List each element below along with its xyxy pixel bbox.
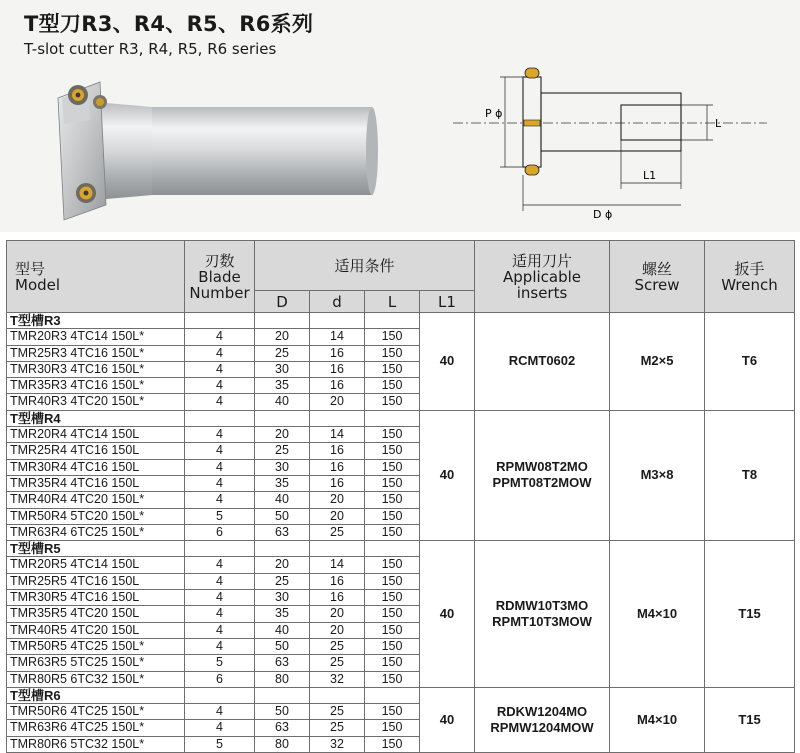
cell-model: TMR35R3 4TC16 150L* (7, 378, 185, 394)
cell-D: 20 (255, 427, 310, 443)
cell-blades: 4 (185, 720, 255, 736)
cell-blades: 4 (185, 329, 255, 345)
cell-L: 150 (365, 524, 420, 540)
insert-code: PPMT08T2MOW (492, 475, 592, 491)
cell-D: 25 (255, 345, 310, 361)
cell-blades: 4 (185, 378, 255, 394)
cell-model: TMR25R5 4TC16 150L (7, 573, 185, 589)
cell-L: 150 (365, 427, 420, 443)
header-wrench: 扳手 Wrench (705, 241, 795, 313)
empty-cell (255, 541, 310, 557)
cell-model: TMR30R3 4TC16 150L* (7, 361, 185, 377)
cell-L: 150 (365, 492, 420, 508)
cell-D: 35 (255, 475, 310, 491)
empty-cell (365, 541, 420, 557)
cell-L: 150 (365, 329, 420, 345)
cell-L: 150 (365, 443, 420, 459)
header-inserts: 适用刀片 Applicable inserts (475, 241, 610, 313)
group-name: T型槽R4 (7, 410, 185, 426)
empty-cell (365, 410, 420, 426)
cell-D: 80 (255, 736, 310, 752)
cell-D: 20 (255, 557, 310, 573)
cell-d: 16 (310, 443, 365, 459)
cell-L: 150 (365, 622, 420, 638)
cell-D: 63 (255, 655, 310, 671)
drawing-label-l1: L1 (643, 169, 657, 182)
cell-model: TMR20R3 4TC14 150L* (7, 329, 185, 345)
cell-blades: 4 (185, 638, 255, 654)
cell-d: 20 (310, 492, 365, 508)
cell-wrench: T15 (705, 687, 795, 752)
cell-L: 150 (365, 345, 420, 361)
cell-L: 150 (365, 508, 420, 524)
cell-model: TMR20R5 4TC14 150L (7, 557, 185, 573)
cell-L: 150 (365, 459, 420, 475)
empty-cell (255, 410, 310, 426)
cell-d: 16 (310, 573, 365, 589)
cell-inserts (475, 687, 610, 752)
cell-D: 80 (255, 671, 310, 687)
cell-L: 150 (365, 720, 420, 736)
empty-cell (255, 313, 310, 329)
cell-d: 16 (310, 590, 365, 606)
cell-inserts (475, 541, 610, 688)
cell-blades: 6 (185, 524, 255, 540)
cell-L: 150 (365, 606, 420, 622)
insert-code: RPMW1204MOW (490, 719, 594, 735)
header-d: d (310, 291, 365, 313)
cell-D: 40 (255, 492, 310, 508)
cell-d: 20 (310, 622, 365, 638)
cell-inserts (475, 410, 610, 540)
insert-code: RPMW08T2MO (496, 459, 588, 475)
cell-blades: 4 (185, 459, 255, 475)
cell-L: 150 (365, 671, 420, 687)
cell-L1: 40 (420, 687, 475, 752)
cell-D: 50 (255, 508, 310, 524)
group-header-row (7, 541, 795, 557)
cell-d: 32 (310, 736, 365, 752)
cell-L: 150 (365, 378, 420, 394)
cell-d: 20 (310, 508, 365, 524)
page-title: T型刀R3、R4、R5、R6系列 (24, 12, 314, 36)
cell-blades: 4 (185, 427, 255, 443)
header-blade-number: 刃数 Blade Number (185, 241, 255, 313)
cell-blades: 4 (185, 590, 255, 606)
cell-wrench: T15 (705, 541, 795, 688)
header-L: L (365, 291, 420, 313)
cell-wrench: T8 (705, 410, 795, 540)
cell-D: 40 (255, 394, 310, 410)
cell-D: 50 (255, 704, 310, 720)
cutter-photo (40, 80, 390, 225)
cell-wrench: T6 (705, 313, 795, 411)
empty-cell (255, 687, 310, 703)
cell-blades: 4 (185, 492, 255, 508)
page-subtitle: T-slot cutter R3, R4, R5, R6 series (24, 40, 277, 58)
cutter-drawing (445, 65, 775, 230)
drawing-label-d: D ϕ (593, 208, 613, 221)
cell-model: TMR30R4 4TC16 150L (7, 459, 185, 475)
cell-model: TMR63R4 6TC25 150L* (7, 524, 185, 540)
cell-L1: 40 (420, 313, 475, 411)
cell-model: TMR63R5 5TC25 150L* (7, 655, 185, 671)
cell-blades: 4 (185, 475, 255, 491)
cell-blades: 4 (185, 606, 255, 622)
empty-cell (185, 541, 255, 557)
cell-L: 150 (365, 590, 420, 606)
drawing-body (523, 77, 681, 167)
empty-cell (365, 687, 420, 703)
cell-model: TMR30R5 4TC16 150L (7, 590, 185, 606)
empty-cell (310, 313, 365, 329)
cell-model: TMR40R5 4TC20 150L (7, 622, 185, 638)
empty-cell (185, 313, 255, 329)
cell-model: TMR80R6 5TC32 150L* (7, 736, 185, 752)
cell-d: 25 (310, 655, 365, 671)
cell-model: TMR20R4 4TC14 150L (7, 427, 185, 443)
cell-blades: 4 (185, 573, 255, 589)
cell-blades: 4 (185, 361, 255, 377)
cell-D: 40 (255, 622, 310, 638)
cell-L: 150 (365, 557, 420, 573)
spec-table (6, 240, 795, 753)
cell-model: TMR25R3 4TC16 150L* (7, 345, 185, 361)
cell-model: TMR40R4 4TC20 150L* (7, 492, 185, 508)
cell-screw: M3×8 (610, 410, 705, 540)
cell-D: 30 (255, 361, 310, 377)
empty-cell (310, 541, 365, 557)
cell-blades: 5 (185, 508, 255, 524)
cell-blades: 5 (185, 655, 255, 671)
cell-blades: 4 (185, 345, 255, 361)
cell-d: 16 (310, 378, 365, 394)
header-panel (0, 0, 800, 232)
drawing-label-l: L (715, 117, 722, 130)
cell-L: 150 (365, 573, 420, 589)
insert-code: RDKW1204MO (496, 703, 588, 719)
cell-blades: 4 (185, 557, 255, 573)
cell-d: 16 (310, 361, 365, 377)
cell-blades: 4 (185, 443, 255, 459)
cell-D: 25 (255, 443, 310, 459)
group-name: T型槽R5 (7, 541, 185, 557)
cell-model: TMR50R6 4TC25 150L* (7, 704, 185, 720)
cell-blades: 4 (185, 394, 255, 410)
cell-L1: 40 (420, 541, 475, 688)
cell-d: 14 (310, 329, 365, 345)
cell-D: 63 (255, 720, 310, 736)
header-L1: L1 (420, 291, 475, 313)
insert-code: RPMT10T3MOW (492, 613, 592, 629)
cell-d: 25 (310, 638, 365, 654)
cell-screw: M2×5 (610, 313, 705, 411)
cell-d: 20 (310, 606, 365, 622)
spec-table-body (7, 313, 795, 753)
cell-blades: 4 (185, 622, 255, 638)
drawing-label-p: P ϕ (485, 107, 503, 120)
cell-d: 25 (310, 704, 365, 720)
cell-d: 32 (310, 671, 365, 687)
cell-model: TMR35R4 4TC16 150L (7, 475, 185, 491)
drawing-inserts (524, 68, 540, 175)
cell-d: 25 (310, 524, 365, 540)
cell-d: 25 (310, 720, 365, 736)
cell-d: 16 (310, 475, 365, 491)
group-name: T型槽R6 (7, 687, 185, 703)
cell-L: 150 (365, 361, 420, 377)
group-header-row (7, 410, 795, 426)
cell-d: 16 (310, 459, 365, 475)
cell-d: 14 (310, 557, 365, 573)
cell-D: 30 (255, 459, 310, 475)
cell-model: TMR50R5 4TC25 150L* (7, 638, 185, 654)
cell-d: 14 (310, 427, 365, 443)
cell-D: 30 (255, 590, 310, 606)
cell-d: 16 (310, 345, 365, 361)
cell-L: 150 (365, 704, 420, 720)
cell-model: TMR50R4 5TC20 150L* (7, 508, 185, 524)
empty-cell (185, 410, 255, 426)
cell-inserts (475, 313, 610, 411)
cell-model: TMR63R6 4TC25 150L* (7, 720, 185, 736)
cell-L1: 40 (420, 410, 475, 540)
cell-D: 35 (255, 606, 310, 622)
header-D: D (255, 291, 310, 313)
header-conditions: 适用条件 (255, 241, 475, 291)
cell-L: 150 (365, 655, 420, 671)
header-model: 型号 Model (7, 241, 185, 313)
cell-D: 50 (255, 638, 310, 654)
cutter-shank (150, 107, 378, 195)
cell-L: 150 (365, 475, 420, 491)
empty-cell (310, 410, 365, 426)
cell-D: 35 (255, 378, 310, 394)
group-header-row (7, 687, 795, 703)
cell-model: TMR80R5 6TC32 150L* (7, 671, 185, 687)
insert-code: RDMW10T3MO (495, 597, 589, 613)
cell-blades: 4 (185, 704, 255, 720)
cell-blades: 6 (185, 671, 255, 687)
cell-model: TMR25R4 4TC16 150L (7, 443, 185, 459)
empty-cell (365, 313, 420, 329)
cell-D: 20 (255, 329, 310, 345)
cell-L: 150 (365, 638, 420, 654)
cell-d: 20 (310, 394, 365, 410)
cell-D: 25 (255, 573, 310, 589)
cell-L: 150 (365, 736, 420, 752)
empty-cell (185, 687, 255, 703)
group-header-row (7, 313, 795, 329)
cell-screw: M4×10 (610, 687, 705, 752)
cell-D: 63 (255, 524, 310, 540)
cell-blades: 5 (185, 736, 255, 752)
empty-cell (310, 687, 365, 703)
insert-code: RCMT0602 (508, 353, 576, 369)
cell-L: 150 (365, 394, 420, 410)
cell-screw: M4×10 (610, 541, 705, 688)
group-name: T型槽R3 (7, 313, 185, 329)
cell-model: TMR40R3 4TC20 150L* (7, 394, 185, 410)
header-screw: 螺丝 Screw (610, 241, 705, 313)
cell-model: TMR35R5 4TC20 150L (7, 606, 185, 622)
